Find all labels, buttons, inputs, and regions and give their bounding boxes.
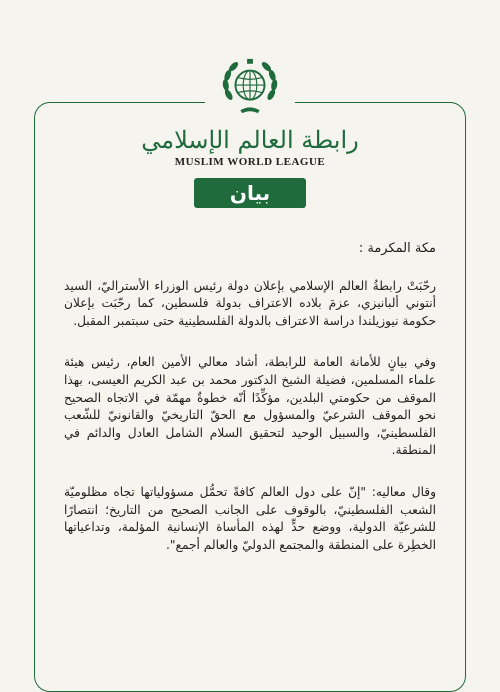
paragraph: وقال معاليه: "إنّ على دول العالم كافةً تحمُّل مسؤولياتها تجاه مظلوميّة الشعب الفلسطينيّ، بالوقوف على الجانب الصحيح من التاريخ؛ انتصارًا للشرعيّة الدولية، ووضع حدٍّ لهذه المأساة الإنسانية المؤلمة، وتداعياتها الخطِرة على المنطقة والمجتمع الدوليّ والعالم أجمع". <box>64 484 436 552</box>
organization-arabic-name: رابطة العالم الإسلامي <box>135 126 365 154</box>
paragraph: وفي بيانٍ للأمانة العامة للرابطة، أشاد معالي الأمين العام، رئيس هيئة علماء المسلمين، فضيلة الشيخ الدكتور محمد بن عبد الكريم العيسى، بهذا الموقف من حكومتي البلدين، مؤكِّدًا أنّه خطوةٌ مهمّة في الاتجاه الصحيح نحو الموقف الشرعيّ والمسؤول مع الحقّ التاريخيّ والقانونيّ للشّعب الفلسطينيّ، والسبيل الوحيد لتحقيق السلام الشامل العادل والدائم في المنطقة. <box>64 355 436 458</box>
dateline: مكة المكرمة : <box>358 241 436 256</box>
organization-english-name: MUSLIM WORLD LEAGUE <box>174 156 326 168</box>
statement-label: بيان <box>194 178 306 208</box>
paragraph: رحّبَتْ رابطةُ العالم الإسلامي بإعلان دولة رئيس الوزراء الأستراليّ، السيد أنتوني ألبانيزي، عزمَ بلاده الاعتراف بدولة فلسطين، كما رحّبَت بإعلان حكومة نيوزيلندا دراسة الاعتراف بالدولة الفلسطينية حتى سبتمبر المقبل. <box>64 278 436 328</box>
globe-wreath-emblem-icon <box>219 56 281 118</box>
statement-body <box>64 240 436 578</box>
